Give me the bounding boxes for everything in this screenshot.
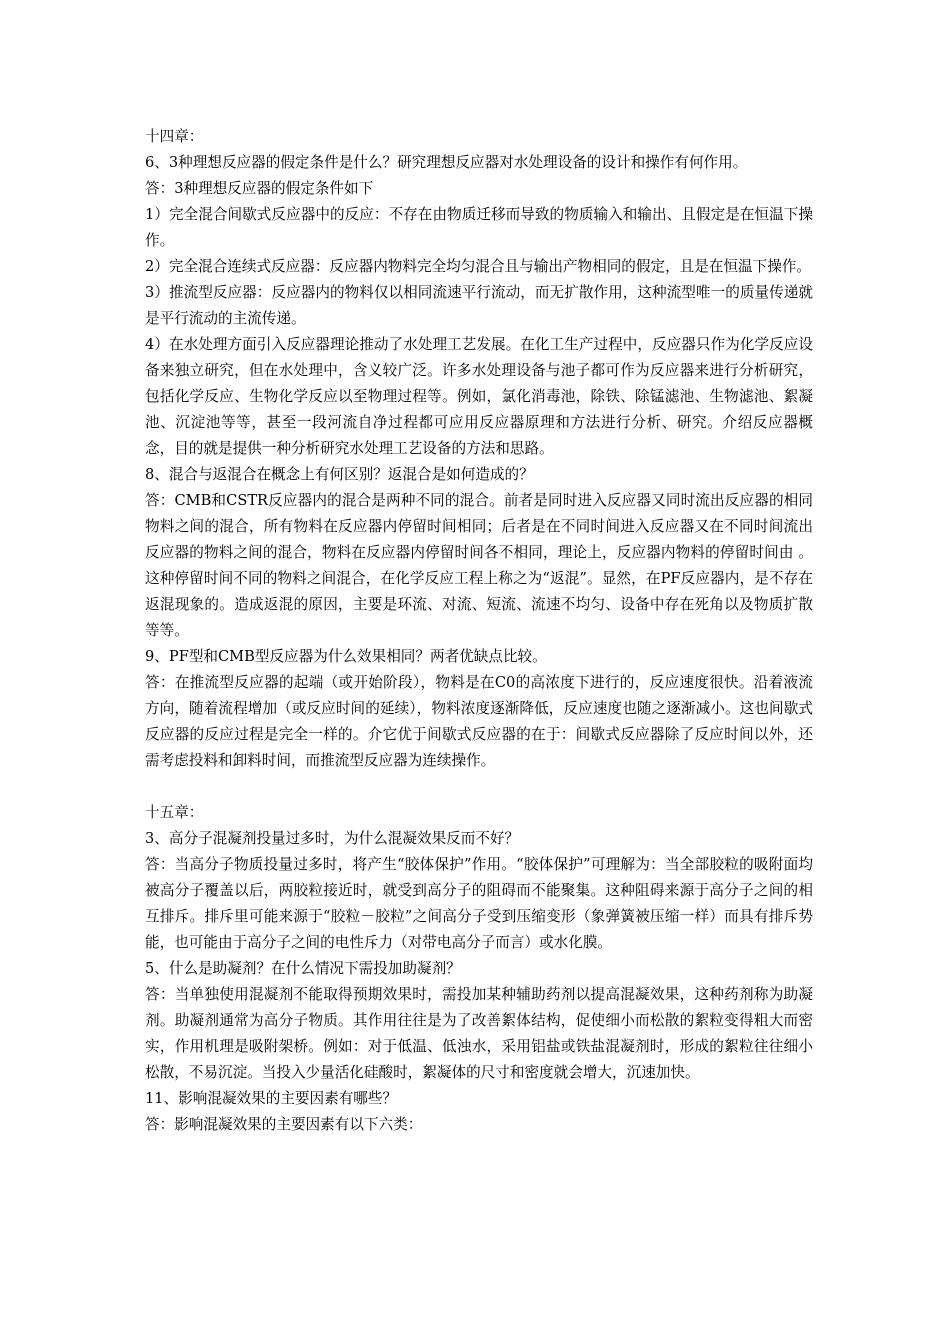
document-body <box>145 124 813 1138</box>
chapter-heading-15: 十五章： <box>145 804 204 821</box>
section-spacer <box>145 774 813 800</box>
answer-3: 答：当高分子物质投量过多时，将产生“胶体保护”作用。“胶体保护”可理解为：当全部胶粒的吸附面均被高分子覆盖以后，两胶粒接近时，就受到高分子的阻碍而不能聚集。这种阻碍来源于高分子之间的相互排斥。排斥里可能来源于“胶粒－胶粒”之间高分子受到压缩变形（象弹簧被压缩一样）而具有排斥势能，也可能由于高分子之间的电性斥力（对带电高分子而言）或水化膜。 <box>145 856 813 951</box>
question-3: 3、高分子混凝剂投量过多时，为什么混凝效果反而不好？ <box>145 830 520 847</box>
answer-6-item-1: 1）完全混合间歇式反应器中的反应：不存在由物质迁移而导致的物质输入和输出、且假定是在恒温下操作。 <box>145 206 813 249</box>
question-11: 11、影响混凝效果的主要因素有哪些？ <box>145 1090 398 1107</box>
answer-6-item-2: 2）完全混合连续式反应器：反应器内物料完全均匀混合且与输出产物相同的假定，且是在恒温下操作。 <box>145 258 812 275</box>
chapter-heading-14: 十四章： <box>145 128 204 145</box>
question-9: 9、PF型和CMB型反应器为什么效果相同？两者优缺点比较。 <box>145 648 547 665</box>
answer-9: 答：在推流型反应器的起端（或开始阶段），物料是在C0的高浓度下进行的，反应速度很快。沿着液流方向，随着流程增加（或反应时间的延续），物料浓度逐渐降低，反应速度也随之逐渐减小。这也间歇式反应器的反应过程是完全一样的。介它优于间歇式反应器的在于：间歇式反应器除了反应时间以外，还需考虑投料和卸料时间，而推流型反应器为连续操作。 <box>145 674 813 769</box>
question-5: 5、什么是助凝剂？在什么情况下需投加助凝剂？ <box>145 960 461 977</box>
question-6: 6、3种理想反应器的假定条件是什么？研究理想反应器对水处理设备的设计和操作有何作用。 <box>145 154 748 171</box>
answer-6-item-3: 3）推流型反应器：反应器内的物料仅以相同流速平行流动，而无扩散作用，这种流型唯一的质量传递就是平行流动的主流传递。 <box>145 284 813 327</box>
answer-11-intro: 答：影响混凝效果的主要因素有以下六类： <box>145 1116 423 1133</box>
answer-8: 答：CMB和CSTR反应器内的混合是两种不同的混合。前者是同时进入反应器又同时流出反应器的相同物料之间的混合，所有物料在反应器内停留时间相同；后者是在不同时间进入反应器又在不同时间流出反应器的物料之间的混合，物料在反应器内停留时间各不相同，理论上，反应器内物料的停留时间由 。这种停留时间不同的物料之间混合，在化学反应工程上称之为“返混”。显然，在PF反应器内，是不存在返混现象的。造成返混的原因，主要是环流、对流、短流、流速不均匀、设备中存在死角以及物质扩散等等。 <box>145 492 813 639</box>
answer-5: 答：当单独使用混凝剂不能取得预期效果时，需投加某种辅助药剂以提高混凝效果，这种药剂称为助凝剂。助凝剂通常为高分子物质。其作用往往是为了改善絮体结构，促使细小而松散的絮粒变得粗大而密实，作用机理是吸附架桥。例如：对于低温、低浊水，采用铝盐或铁盐混凝剂时，形成的絮粒往往细小松散，不易沉淀。当投入少量活化硅酸时，絮凝体的尺寸和密度就会增大，沉速加快。 <box>145 986 813 1081</box>
question-8: 8、混合与返混合在概念上有何区别？返混合是如何造成的？ <box>145 466 534 483</box>
answer-6-intro: 答：3种理想反应器的假定条件如下 <box>145 180 374 197</box>
answer-6-item-4: 4）在水处理方面引入反应器理论推动了水处理工艺发展。在化工生产过程中，反应器只作为化学反应设备来独立研究，但在水处理中，含义较广泛。许多水处理设备与池子都可作为反应器来进行分析研究，包括化学反应、生物化学反应以至物理过程等。例如，氯化消毒池，除铁、除锰滤池、生物滤池、絮凝池、沉淀池等等，甚至一段河流自净过程都可应用反应器原理和方法进行分析、研究。介绍反应器概念，目的就是提供一种分析研究水处理工艺设备的方法和思路。 <box>145 336 813 457</box>
